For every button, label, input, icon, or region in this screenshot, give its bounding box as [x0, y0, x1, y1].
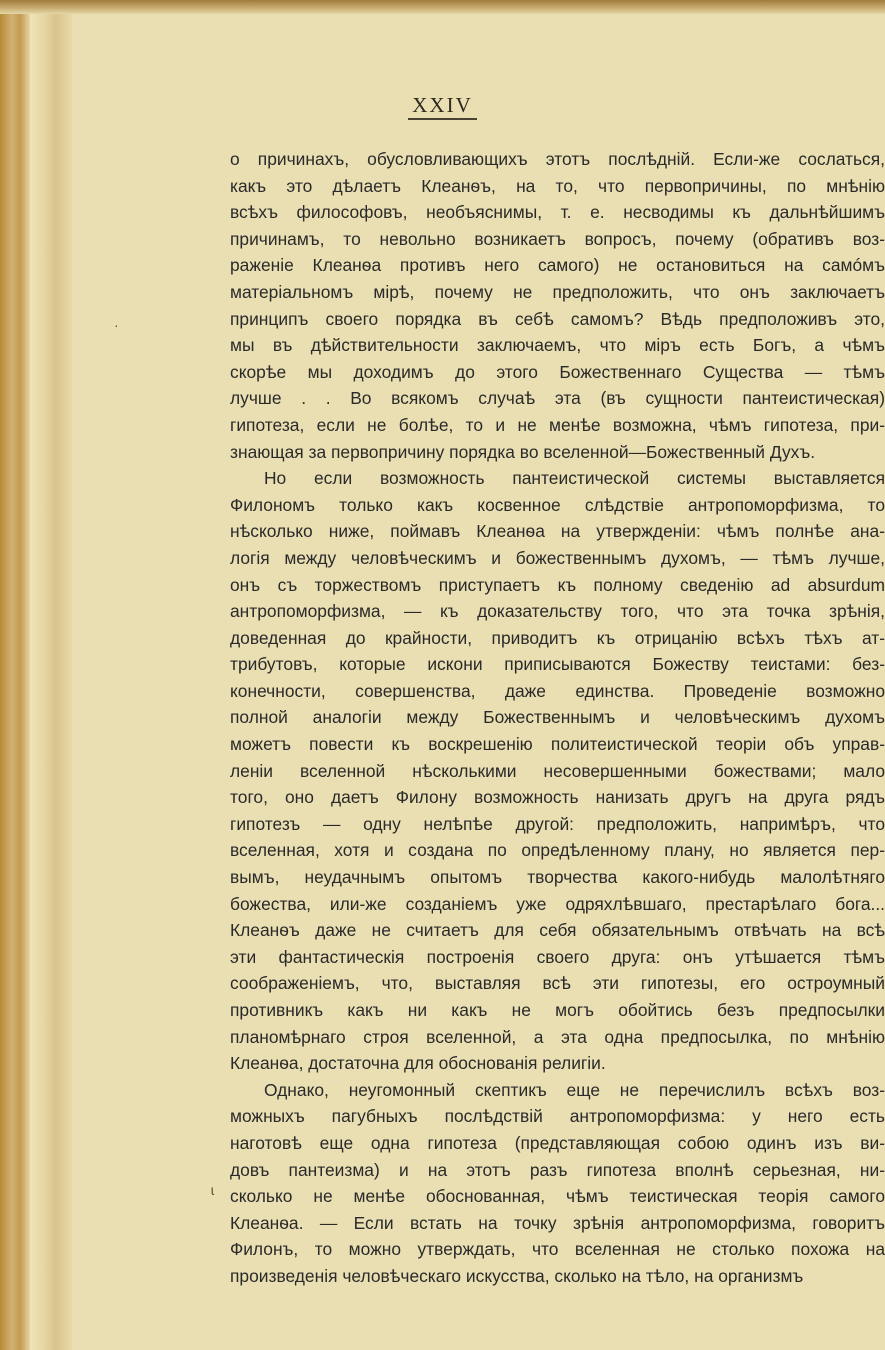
page-header: [0, 94, 885, 120]
text-line: мы въ дѣйствительности заключаемъ, что міръ есть Богъ, а чѣмъ: [230, 335, 885, 356]
text-line: планомѣрнаго строя вселенной, а эта одна предпосылка, по мнѣнію: [230, 1026, 885, 1047]
text-line: леніи вселенной нѣсколькими несовершенными божествами; мало: [230, 760, 885, 781]
text-line: сколько не менѣе обоснованная, чѣмъ теистическая теорія самого: [230, 1186, 885, 1207]
text-line: Филономъ только какъ косвенное слѣдствіе антропоморфизма, то: [230, 494, 885, 515]
text-line: нѣсколько ниже, поймавъ Клеанѳа на утвержденіи: чѣмъ полнѣе ана-: [230, 521, 885, 542]
text-line: конечности, совершенства, даже единства. Проведеніе возможно: [230, 680, 885, 701]
text-line: онъ съ торжествомъ приступаетъ къ полному сведенію ad absurdum: [230, 574, 885, 595]
page-stack-edge: [30, 0, 74, 1350]
text-line: раженіе Клеанѳа противъ него самого) не остановиться на самóмъ: [230, 255, 885, 276]
text-line: трибутовъ, которые искони приписываются Божеству теистами: без-: [230, 654, 885, 675]
text-line: божества, или-же созданіемъ уже одряхлѣвшаго, престарѣлаго бога...: [230, 893, 885, 914]
page-number: XXIV: [408, 94, 477, 120]
text-line: того, оно даетъ Филону возможность нанизать другъ на друга рядъ: [230, 787, 885, 808]
text-line: Клеанѳъ даже не считаетъ для себя обязательнымъ отвѣчать на всѣ: [230, 920, 885, 941]
text-line: антропоморфизма, — къ доказательству того, что эта точка зрѣнія,: [230, 601, 885, 622]
text-line: знающая за первопричину порядка во вселенной—Божественный Духъ.: [230, 441, 816, 462]
paragraph: [230, 1077, 885, 1290]
text-line: полной аналогіи между Божественнымъ и человѣческимъ духомъ: [230, 707, 885, 728]
text-line: эти фантастическія построенія своего друга: онъ утѣшается тѣмъ: [230, 946, 885, 967]
text-line: произведенія человѣческаго искусства, сколько на тѣло, на организмъ: [230, 1265, 804, 1286]
text-line: довъ пантеизма) и на этотъ разъ гипотеза вполнѣ серьезная, ни-: [230, 1159, 885, 1180]
text-line: Но если возможность пантеистической системы выставляется: [264, 468, 885, 489]
text-line: скорѣе мы доходимъ до этого Божественнаго Существа — тѣмъ: [230, 361, 885, 382]
text-line: лучше . . Во всякомъ случаѣ эта (въ сущности пантеистическая): [230, 388, 885, 409]
text-line: матеріальномъ мірѣ, почему не предположить, что онъ заключаетъ: [230, 281, 885, 302]
text-line: какъ это дѣлаетъ Клеанѳъ, на то, что первопричины, по мнѣнію: [230, 175, 885, 196]
text-line: гипотезъ — одну нелѣпѣе другой: предположить, напримѣръ, что: [230, 813, 885, 834]
paragraph: [230, 146, 885, 465]
text-line: соображеніемъ, что, выставляя всѣ эти гипотезы, его остроумный: [230, 973, 885, 994]
text-line: Клеанѳа. — Если встать на точку зрѣнія антропоморфизма, говоритъ: [230, 1212, 885, 1233]
text-line: Клеанѳа, достаточна для обоснованія религіи.: [230, 1053, 606, 1074]
text-line: логія между человѣческимъ и божественнымъ духомъ, — тѣмъ лучше,: [230, 547, 885, 568]
book-top-edge: [0, 0, 885, 14]
body-text: [230, 146, 885, 1290]
text-line: гипотеза, если не болѣе, то и не менѣе возможна, чѣмъ гипотеза, при-: [230, 414, 885, 435]
text-line: Однако, неугомонный скептикъ еще не перечислилъ всѣхъ воз-: [264, 1079, 885, 1100]
text-line: причинамъ, то невольно возникаетъ вопросъ, почему (обративъ воз-: [230, 228, 885, 249]
text-line: Филонъ, то можно утверждать, что вселенная не столько похожа на: [230, 1239, 885, 1260]
text-line: вымъ, неудачнымъ опытомъ творчества какого-нибудь малолѣтняго: [230, 867, 885, 888]
paragraph: [230, 465, 885, 1077]
text-line: вселенная, хотя и создана по опредѣленному плану, но является пер-: [230, 840, 885, 861]
text-line: о причинахъ, обусловливающихъ этотъ послѣдній. Если-же сослаться,: [230, 149, 885, 169]
text-line: наготовѣ еще одна гипотеза (представляющая собою одинъ изъ ви-: [230, 1132, 885, 1153]
text-line: можныхъ пагубныхъ послѣдствій антропоморфизма: у него есть: [230, 1106, 885, 1127]
margin-tick-mark: ɩ: [211, 1182, 215, 1198]
text-line: принципъ своего порядка въ себѣ самомъ? Вѣдь предположивъ это,: [230, 308, 885, 329]
margin-dot-mark: ·: [114, 317, 119, 333]
text-line: всѣхъ философовъ, необъяснимы, т. е. несводимы къ дальнѣйшимъ: [230, 202, 885, 223]
text-line: можетъ повести къ воскрешенію политеистической теоріи объ управ-: [230, 734, 885, 755]
text-line: доведенная до крайности, приводитъ къ отрицанію всѣхъ тѣхъ ат-: [230, 627, 885, 648]
text-line: противникъ какъ ни какъ не могъ обойтись безъ предпосылки: [230, 1000, 885, 1020]
